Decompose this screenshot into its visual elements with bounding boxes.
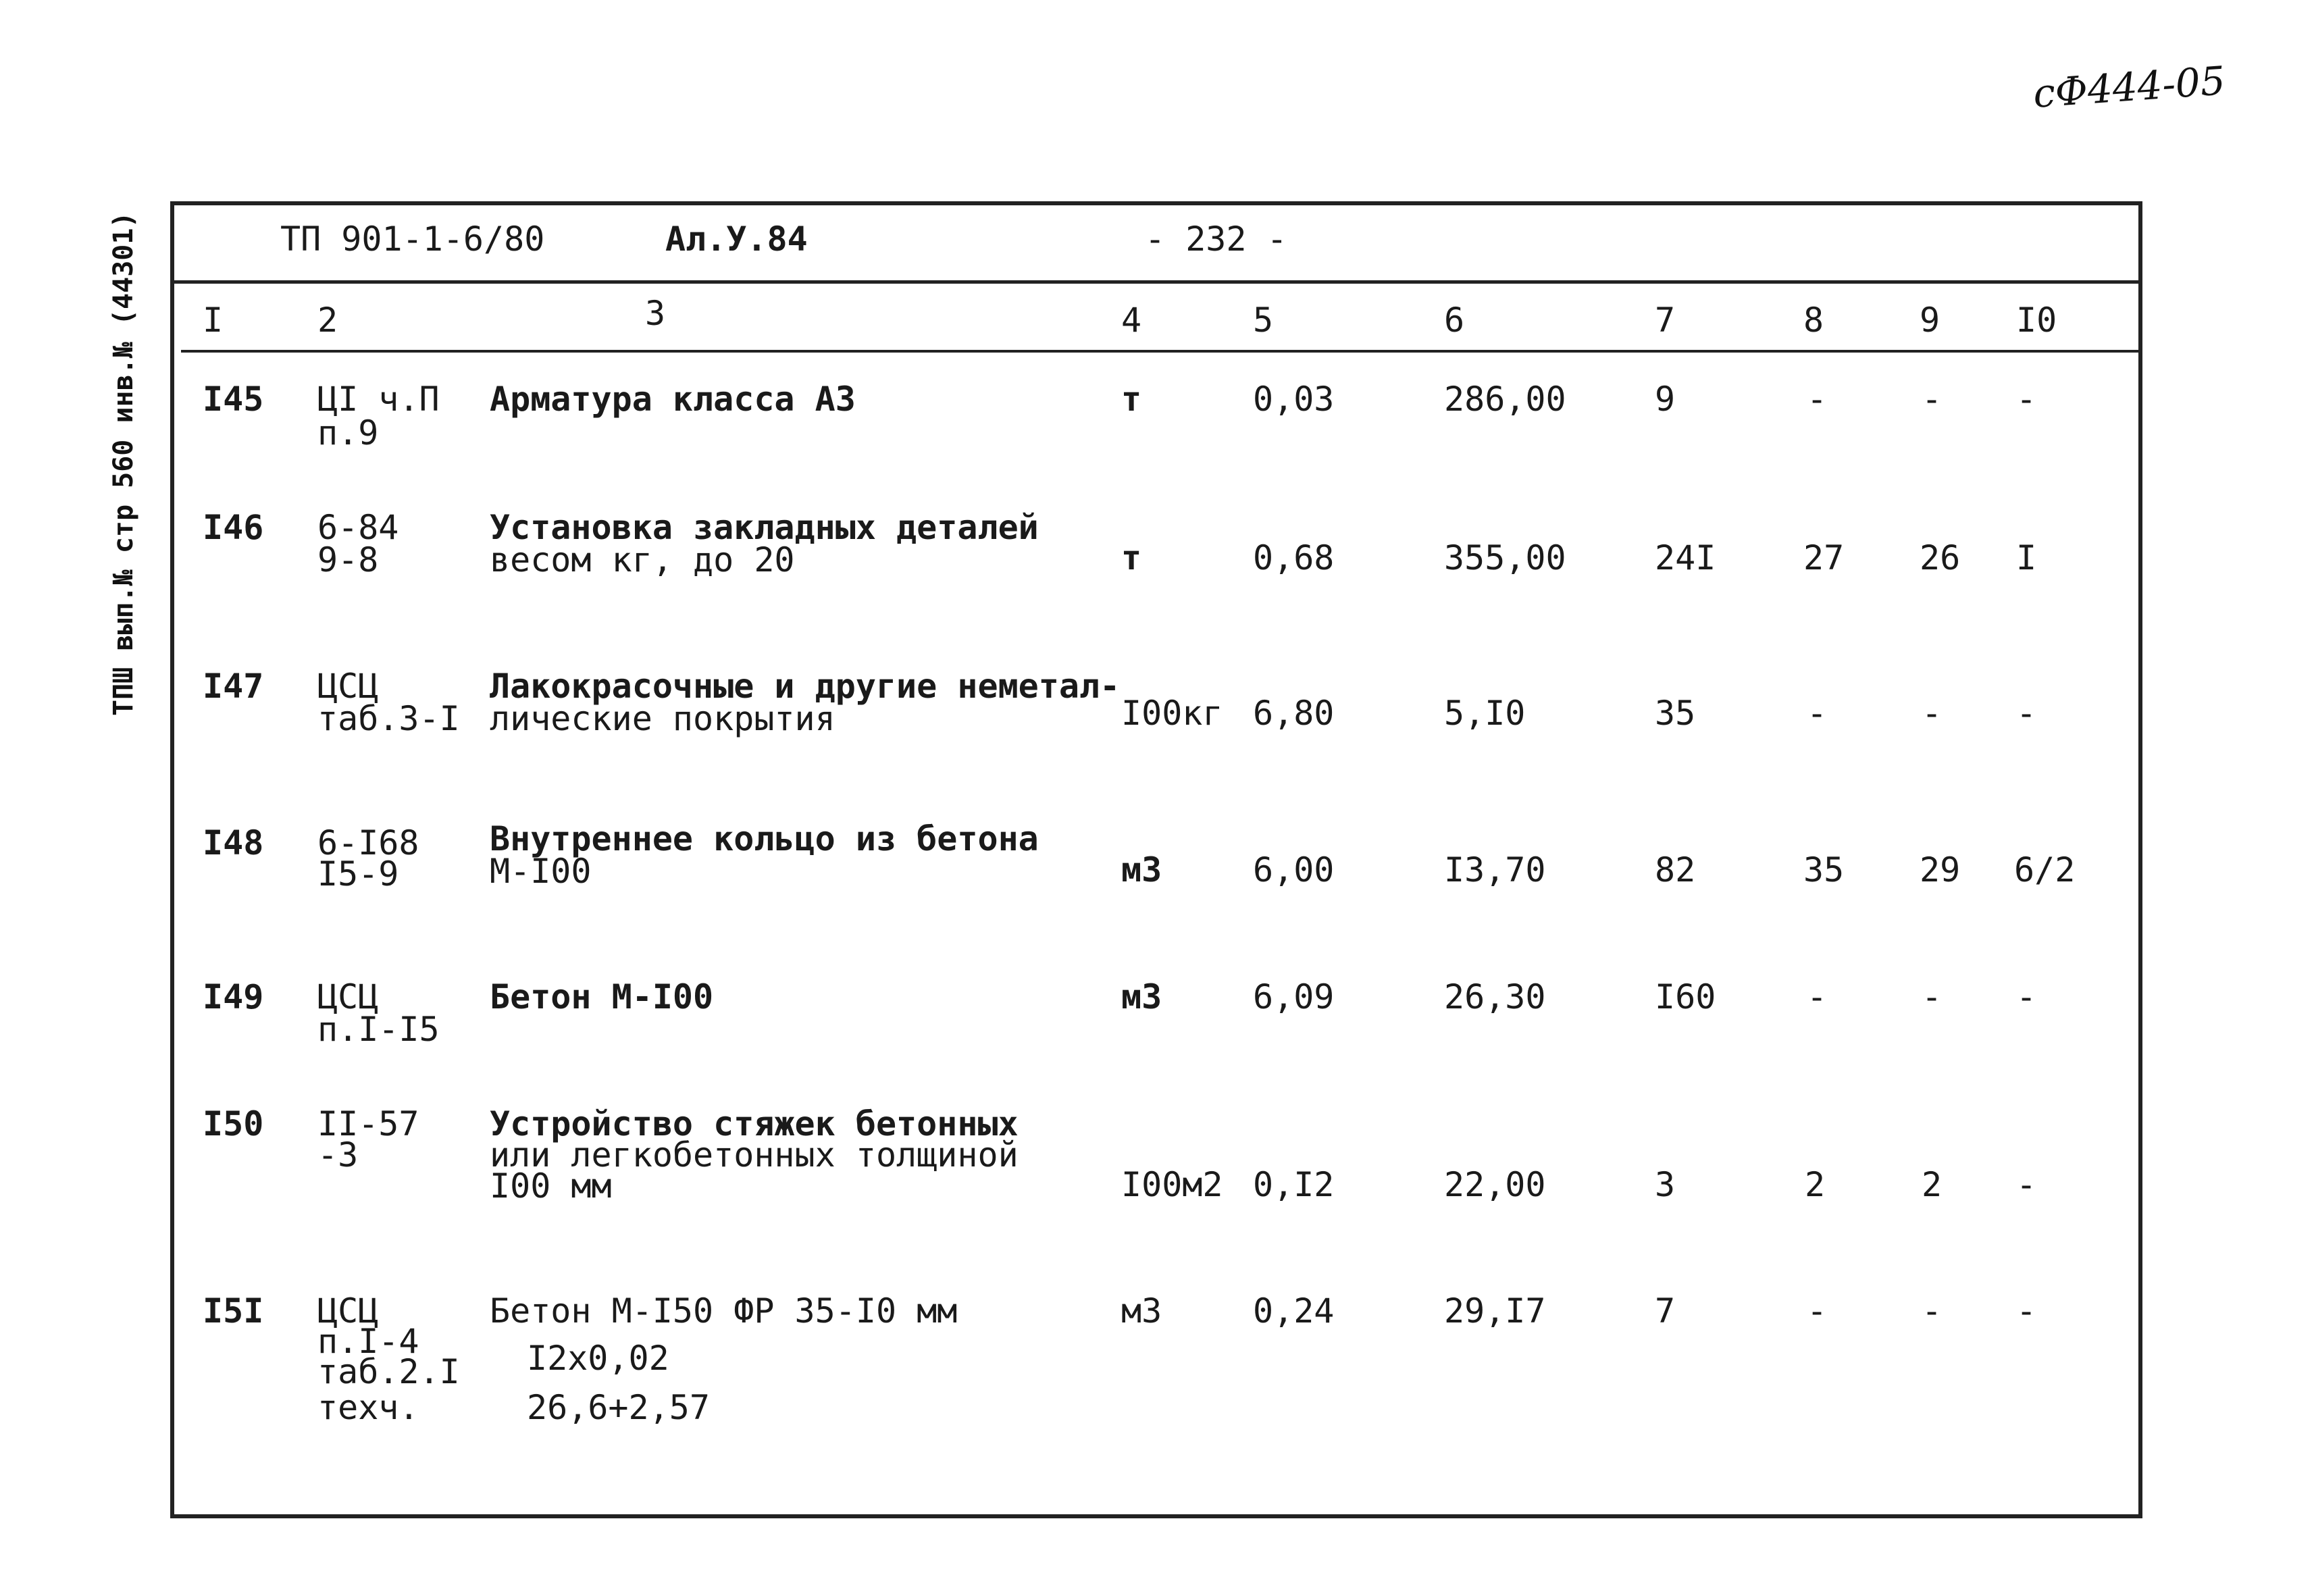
item-name-line: Бетон М-I50 ФР 35-I0 мм (490, 1291, 958, 1331)
col7-value: 7 (1655, 1291, 1676, 1331)
col10-value: 6/2 (2014, 850, 2076, 890)
norm-code-line: -3 (317, 1135, 359, 1175)
unit-price: 22,00 (1444, 1165, 1546, 1204)
norm-code-line: таб.3-I (317, 699, 460, 738)
item-name-line: М-I00 (490, 852, 592, 891)
col10-value: - (2016, 1165, 2037, 1204)
norm-code-line: I5-9 (317, 854, 399, 894)
col9-value: - (1922, 694, 1943, 733)
quantity: 0,03 (1253, 380, 1335, 419)
row-number: I50 (203, 1104, 264, 1143)
col-header-9: 9 (1920, 301, 1940, 340)
unit: I00кг (1121, 694, 1223, 733)
unit-price: 286,00 (1444, 380, 1566, 419)
item-name-line: Арматура класса А3 (490, 380, 856, 419)
col-header-3: 3 (645, 294, 666, 333)
row-number: I46 (203, 508, 264, 547)
unit-price: 29,I7 (1444, 1291, 1546, 1331)
col9-value: - (1922, 1291, 1943, 1331)
col-header-4: 4 (1121, 301, 1142, 340)
item-name-line: Бетон М-I00 (490, 977, 714, 1016)
item-name-line: или легкобетонных толщиной (490, 1135, 1019, 1175)
header-rule (170, 280, 2142, 284)
norm-code-line: ЦСЦ (317, 1291, 379, 1331)
unit: т (1121, 538, 1142, 577)
unit: т (1121, 380, 1142, 419)
col8-value: 27 (1803, 538, 1845, 577)
col9-value: 26 (1920, 538, 1961, 577)
norm-code-line: техч. (317, 1388, 419, 1427)
col-header-1: I (203, 301, 224, 340)
norm-code-line: 6-I68 (317, 823, 419, 863)
col8-value: - (1807, 694, 1828, 733)
item-name-line: Лакокрасочные и другие неметал- (490, 667, 1121, 706)
unit-price: I3,70 (1444, 850, 1546, 890)
col-header-6: 6 (1444, 301, 1465, 340)
norm-code-line: п.I-I5 (317, 1010, 440, 1049)
unit-price: 5,I0 (1444, 694, 1526, 733)
quantity: 0,I2 (1253, 1165, 1335, 1204)
column-numbers-rule (181, 350, 2142, 353)
col9-value: 29 (1920, 850, 1961, 890)
col10-value: - (2016, 694, 2037, 733)
quantity: 0,24 (1253, 1291, 1335, 1331)
item-name-line: Устройство стяжек бетонных (490, 1104, 1019, 1143)
norm-code-line: п.9 (317, 413, 379, 453)
col-header-2: 2 (317, 301, 338, 340)
norm-code-line: п.I-4 (317, 1322, 419, 1361)
archive-stamp: сФ444-05 (2031, 57, 2227, 117)
col9-value: - (1922, 977, 1943, 1016)
unit-price: 355,00 (1444, 538, 1566, 577)
norm-code-line: II-57 (317, 1104, 419, 1143)
unit-price: 26,30 (1444, 977, 1546, 1016)
col7-value: 24I (1655, 538, 1716, 577)
col-header-10: I0 (2016, 301, 2057, 340)
calc-note-line: I2х0,02 (527, 1339, 669, 1378)
unit: м3 (1121, 977, 1162, 1016)
col8-value: - (1807, 380, 1828, 419)
norm-code-line: таб.2.I (317, 1352, 460, 1391)
col10-value: - (2016, 977, 2037, 1016)
col7-value: 3 (1655, 1165, 1676, 1204)
col-header-7: 7 (1655, 301, 1676, 340)
col-header-5: 5 (1253, 301, 1274, 340)
row-number: I48 (203, 823, 264, 863)
quantity: 6,09 (1253, 977, 1335, 1016)
item-name-line: I00 мм (490, 1166, 612, 1206)
unit: I00м2 (1121, 1165, 1223, 1204)
col7-value: I60 (1655, 977, 1716, 1016)
row-number: I49 (203, 977, 264, 1016)
col8-value: 35 (1803, 850, 1845, 890)
unit: м3 (1121, 850, 1162, 890)
col-header-8: 8 (1803, 301, 1824, 340)
item-name-line: Установка закладных деталей (490, 508, 1039, 547)
norm-code-line: 9-8 (317, 540, 379, 580)
col8-value: - (1807, 1291, 1828, 1331)
unit: м3 (1121, 1291, 1162, 1331)
item-name-line: лические покрытия (490, 699, 835, 738)
row-number: I45 (203, 380, 264, 419)
row-number: I47 (203, 667, 264, 706)
col7-value: 9 (1655, 380, 1676, 419)
album-code: Ал.У.84 (665, 220, 808, 259)
col10-value: I (2016, 538, 2037, 577)
norm-code-line: ЦI ч.П (317, 380, 440, 419)
margin-note: ТПШ вып.№ стр 560 инв.№ (44301) (108, 211, 139, 716)
item-name-line: Внутреннее кольцо из бетона (490, 819, 1039, 858)
row-number: I5I (203, 1291, 264, 1331)
page-number: - 232 - (1145, 220, 1287, 259)
quantity: 6,80 (1253, 694, 1335, 733)
norm-code-line: ЦСЦ (317, 977, 379, 1016)
project-code: ТП 901-1-6/80 (280, 220, 545, 259)
calc-note-line: 26,6+2,57 (527, 1388, 710, 1427)
col9-value: 2 (1922, 1165, 1943, 1204)
item-name-line: весом кг, до 20 (490, 540, 795, 580)
quantity: 0,68 (1253, 538, 1335, 577)
quantity: 6,00 (1253, 850, 1335, 890)
col10-value: - (2016, 380, 2037, 419)
norm-code-line: ЦСЦ (317, 667, 379, 706)
col8-value: 2 (1805, 1165, 1826, 1204)
col7-value: 82 (1655, 850, 1696, 890)
col7-value: 35 (1655, 694, 1696, 733)
col8-value: - (1807, 977, 1828, 1016)
norm-code-line: 6-84 (317, 508, 399, 547)
col10-value: - (2016, 1291, 2037, 1331)
col9-value: - (1922, 380, 1943, 419)
